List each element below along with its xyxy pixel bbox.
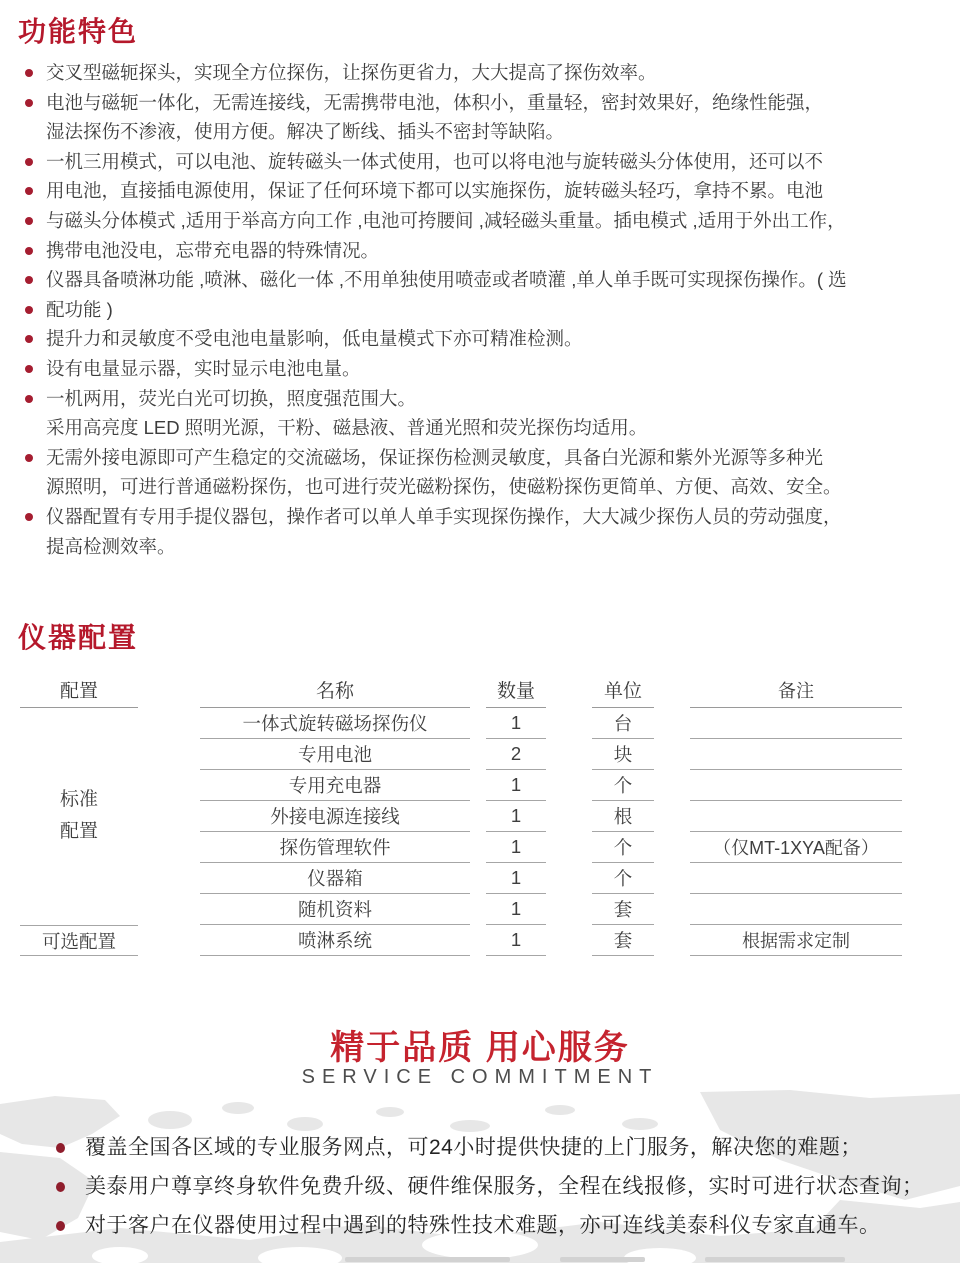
item-unit: 套 xyxy=(592,925,654,956)
col-header-note: 备注 xyxy=(690,672,902,708)
item-name: 喷淋系统 xyxy=(200,925,470,956)
item-name: 探伤管理软件 xyxy=(200,832,470,863)
col-header-config: 配置 xyxy=(20,672,138,708)
item-unit: 个 xyxy=(592,863,654,894)
table-row xyxy=(0,708,960,739)
bullet-icon xyxy=(25,69,33,77)
feature-line xyxy=(0,354,960,384)
bullet-icon xyxy=(25,335,33,343)
bullet-icon xyxy=(25,454,33,462)
bullet-icon xyxy=(25,306,33,314)
feature-line xyxy=(0,265,960,295)
bullet-icon xyxy=(25,99,33,107)
feature-text: 配功能 ) xyxy=(46,298,113,320)
table-row xyxy=(0,863,960,894)
col-header-qty: 数量 xyxy=(486,672,546,708)
item-note: 根据需求定制 xyxy=(690,925,902,956)
bullet-icon xyxy=(56,1143,65,1153)
item-note xyxy=(690,739,902,770)
item-qty: 1 xyxy=(486,832,546,863)
item-name: 随机资料 xyxy=(200,894,470,925)
feature-text: 一机三用模式，可以电池、旋转磁头一体式使用，也可以将电池与旋转磁头分体使用，还可以不 xyxy=(46,150,824,172)
bullet-icon xyxy=(25,395,33,403)
feature-line xyxy=(0,206,960,236)
standard-config-label: 标准 配置 xyxy=(59,789,98,842)
bullet-icon xyxy=(56,1221,65,1231)
features-section-title: 功能特色 xyxy=(18,16,139,47)
bullet-icon xyxy=(25,513,33,521)
service-text: 覆盖全国各区域的专业服务网点，可24小时提供快捷的上门服务，解决您的难题； xyxy=(85,1136,862,1159)
service-line xyxy=(0,1206,960,1245)
item-name: 一体式旋转磁场探伤仪 xyxy=(200,708,470,739)
feature-text: 携带电池没电，忘带充电器的特殊情况。 xyxy=(46,239,380,261)
feature-text: 与磁头分体模式 ,适用于举高方向工作 ,电池可挎腰间 ,减轻磁头重量。插电模式 ,适用于外出工作， xyxy=(46,209,846,231)
service-line xyxy=(0,1128,960,1167)
item-qty: 1 xyxy=(486,801,546,832)
feature-line xyxy=(0,147,960,177)
table-row xyxy=(0,894,960,925)
item-qty: 2 xyxy=(486,739,546,770)
feature-line xyxy=(0,58,960,88)
item-unit: 个 xyxy=(592,770,654,801)
item-qty: 1 xyxy=(486,863,546,894)
feature-line xyxy=(0,88,960,118)
feature-line xyxy=(0,176,960,206)
bullet-icon xyxy=(25,247,33,255)
feature-line xyxy=(0,117,960,147)
item-qty: 1 xyxy=(486,925,546,956)
item-name: 专用电池 xyxy=(200,739,470,770)
feature-text: 设有电量显示器，实时显示电池电量。 xyxy=(46,357,361,379)
table-row xyxy=(0,739,960,770)
item-note xyxy=(690,770,902,801)
col-header-unit: 单位 xyxy=(592,672,654,708)
item-qty: 1 xyxy=(486,894,546,925)
feature-text: 提升力和灵敏度不受电池电量影响，低电量模式下亦可精准检测。 xyxy=(46,328,583,350)
table-row xyxy=(0,832,960,863)
feature-line xyxy=(0,443,960,473)
feature-text: 采用高亮度 LED 照明光源，干粉、磁悬液、普通光照和荧光探伤均适用。 xyxy=(46,417,648,439)
table-row xyxy=(0,925,960,956)
item-unit: 块 xyxy=(592,739,654,770)
feature-line xyxy=(0,472,960,502)
optional-config-label: 可选配置 xyxy=(20,925,138,956)
service-line xyxy=(0,1167,960,1206)
service-list xyxy=(0,1128,960,1245)
item-unit: 根 xyxy=(592,801,654,832)
col-header-name: 名称 xyxy=(200,672,470,708)
feature-line xyxy=(0,502,960,532)
feature-line xyxy=(0,413,960,443)
item-unit: 个 xyxy=(592,832,654,863)
bullet-icon xyxy=(25,187,33,195)
service-text: 对于客户在仪器使用过程中遇到的特殊性技术难题，亦可连线美泰科仪专家直通车。 xyxy=(85,1214,881,1237)
item-name: 专用充电器 xyxy=(200,770,470,801)
feature-text: 湿法探伤不渗液，使用方便。解决了断线、插头不密封等缺陷。 xyxy=(46,121,565,143)
item-note xyxy=(690,708,902,739)
item-name: 仪器箱 xyxy=(200,863,470,894)
service-slogan-subtitle: SERVICE COMMITMENT xyxy=(301,1066,659,1088)
feature-text: 无需外接电源即可产生稳定的交流磁场，保证探伤检测灵敏度，具备白光源和紫外光源等多种光 xyxy=(46,446,824,468)
bullet-icon xyxy=(25,276,33,284)
item-unit: 台 xyxy=(592,708,654,739)
feature-line xyxy=(0,384,960,414)
features-list xyxy=(0,58,960,561)
feature-text: 用电池，直接插电源使用，保证了任何环境下都可以实施探伤，旋转磁头轻巧，拿持不累。电池 xyxy=(46,180,824,202)
bullet-icon xyxy=(25,217,33,225)
config-section-title: 仪器配置 xyxy=(18,622,139,653)
item-note: （仅MT-1XYA配备） xyxy=(690,832,902,863)
feature-text: 源照明，可进行普通磁粉探伤，也可进行荧光磁粉探伤，使磁粉探伤更简单、方便、高效、安全。 xyxy=(46,476,842,498)
feature-text: 一机两用，荧光白光可切换，照度强范围大。 xyxy=(46,387,417,409)
feature-text: 仪器配置有专用手提仪器包，操作者可以单人单手实现探伤操作，大大减少探伤人员的劳动强度， xyxy=(46,505,842,527)
table-header-row xyxy=(0,672,960,708)
item-qty: 1 xyxy=(486,770,546,801)
item-note xyxy=(690,863,902,894)
config-table xyxy=(0,672,960,956)
feature-text: 提高检测效率。 xyxy=(46,535,176,557)
feature-text: 交叉型磁轭探头，实现全方位探伤，让探伤更省力，大大提高了探伤效率。 xyxy=(46,62,657,83)
item-note xyxy=(690,801,902,832)
feature-line xyxy=(0,295,960,325)
feature-text: 仪器具备喷淋功能 ,喷淋、磁化一体 ,不用单独使用喷壶或者喷灌 ,单人单手既可实现探伤操作。( 选 xyxy=(46,269,847,291)
service-text: 美泰用户尊享终身软件免费升级、硬件维保服务，全程在线报修，实时可进行状态查询； xyxy=(85,1175,924,1198)
feature-line xyxy=(0,236,960,266)
bullet-icon xyxy=(25,365,33,373)
feature-line xyxy=(0,532,960,562)
item-name: 外接电源连接线 xyxy=(200,801,470,832)
table-row xyxy=(0,770,960,801)
item-qty: 1 xyxy=(486,708,546,739)
item-unit: 套 xyxy=(592,894,654,925)
table-row xyxy=(0,801,960,832)
bullet-icon xyxy=(25,158,33,166)
feature-text: 电池与磁轭一体化，无需连接线，无需携带电池，体积小，重量轻，密封效果好，绝缘性能强， xyxy=(46,91,824,113)
feature-line xyxy=(0,324,960,354)
service-slogan: 精于品质 用心服务 xyxy=(330,1029,630,1067)
bullet-icon xyxy=(56,1182,65,1192)
item-note xyxy=(690,894,902,925)
